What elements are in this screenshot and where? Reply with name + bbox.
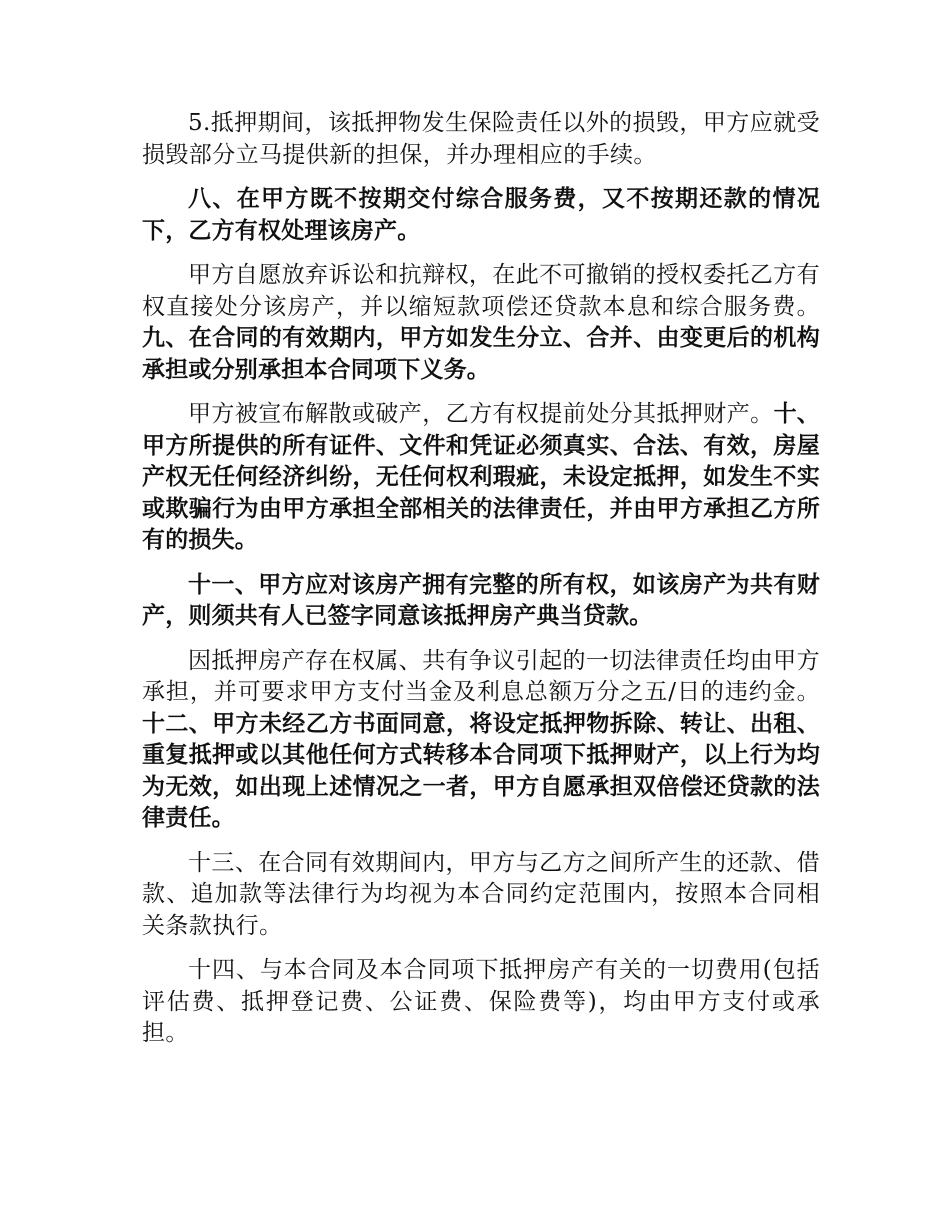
paragraph-clause-11-detail-and-12 [142, 646, 820, 835]
document-body [142, 108, 820, 1063]
paragraph-clause-8 [142, 184, 820, 247]
clause-heading: 十、甲方所提供的所有证件、文件和凭证必须真实、合法、有效，房屋产权无任何经济纠纷，无任何权利瑕疵，未设定抵押，如发生不实或欺骗行为由甲方承担全部相关的法律责任，并由甲方承担乙方所有的损失。 [142, 401, 821, 553]
clause-heading: 十一、甲方应对该房产拥有完整的所有权，如该房产为共有财产，则须共有人已签字同意该抵押房产典当贷款。 [142, 571, 820, 629]
paragraph-text: 5.抵押期间，该抵押物发生保险责任以外的损毁，甲方应就受损毁部分立马提供新的担保，并办理相应的手续。 [142, 110, 820, 168]
clause-heading: 十二、甲方未经乙方书面同意，将设定抵押物拆除、转让、出租、重复抵押或以其他任何方式转移本合同项下抵押财产，以上行为均为无效，如出现上述情况之一者，甲方自愿承担双倍偿还贷款的法律责任。 [142, 710, 820, 831]
paragraph-text: 因抵押房产存在权属、共有争议引起的一切法律责任均由甲方承担，并可要求甲方支付当金及利息总额万分之五/日的违约金。 [142, 647, 820, 705]
clause-heading: 八、在甲方既不按期交付综合服务费，又不按期还款的情况下，乙方有权处理该房产。 [142, 186, 820, 244]
paragraph-clause-11 [142, 570, 820, 633]
clause-heading: 九、在合同的有效期内，甲方如发生分立、合并、由变更后的机构承担或分别承担本合同项下义务。 [142, 325, 820, 383]
paragraph-text: 甲方被宣布解散或破产，乙方有权提前处分其抵押财产。 [188, 401, 774, 427]
paragraph-text: 十三、在合同有效期间内，甲方与乙方之间所产生的还款、借款、追加款等法律行为均视为本合同约定范围内，按照本合同相关条款执行。 [142, 849, 820, 939]
paragraph-clause-13 [142, 848, 820, 943]
paragraph-text: 甲方自愿放弃诉讼和抗辩权，在此不可撤销的授权委托乙方有权直接处分该房产，并以缩短款项偿还贷款本息和综合服务费。 [142, 262, 820, 320]
paragraph-clause-9-detail-and-10 [142, 399, 820, 557]
paragraph-clause-7-5 [142, 108, 820, 171]
paragraph-clause-8-detail-and-9 [142, 260, 820, 386]
paragraph-clause-14 [142, 955, 820, 1050]
paragraph-text: 十四、与本合同及本合同项下抵押房产有关的一切费用(包括评估费、抵押登记费、公证费、保险费等)，均由甲方支付或承担。 [142, 957, 820, 1046]
